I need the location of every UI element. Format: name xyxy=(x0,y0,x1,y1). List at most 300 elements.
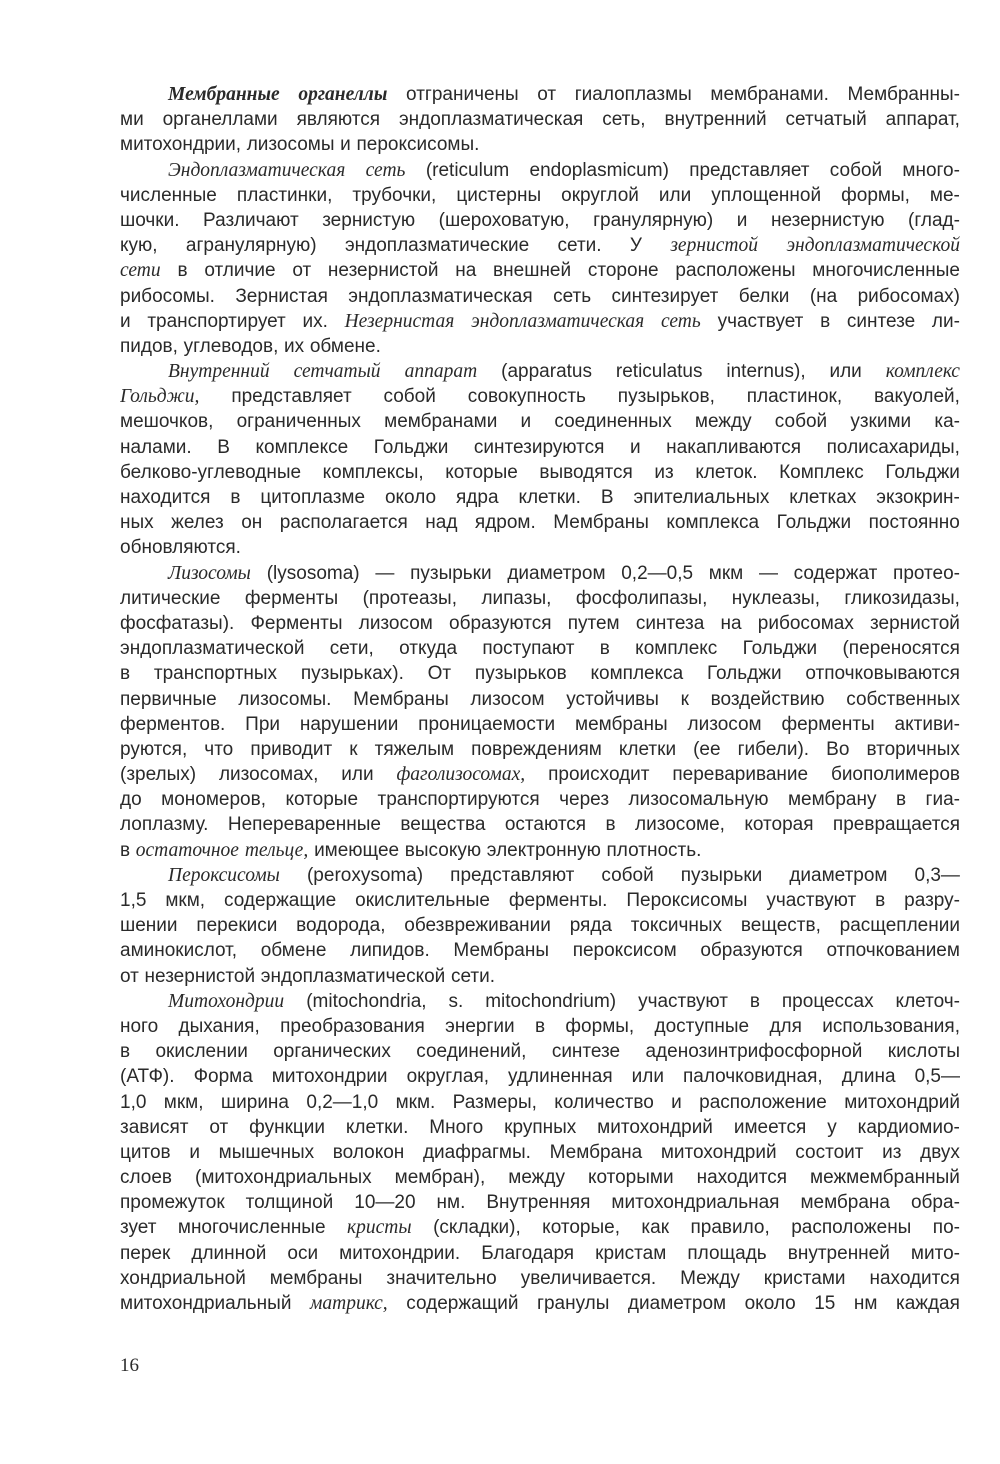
word: синтеза xyxy=(635,612,705,634)
word: высокую xyxy=(404,839,482,861)
text-line xyxy=(120,1266,960,1291)
text-line xyxy=(120,1165,960,1190)
word: вещества xyxy=(400,814,486,836)
word: От xyxy=(427,663,452,685)
word: клетки xyxy=(618,738,677,760)
word: много- xyxy=(902,159,960,181)
text-line xyxy=(120,838,960,863)
word: При xyxy=(245,713,281,735)
word: Гольджи xyxy=(707,663,782,685)
text-line xyxy=(120,938,960,963)
word: которыми xyxy=(587,1167,674,1189)
word: аппарат, xyxy=(885,109,960,131)
word: нм xyxy=(853,1293,878,1314)
word: аденозинтрифосфорной xyxy=(645,1041,863,1063)
word: рибосомы. xyxy=(120,285,215,307)
word: между xyxy=(694,411,752,433)
emphasized-word: Лизосомы xyxy=(168,562,251,584)
word: лизосом xyxy=(358,612,433,634)
word: незернистой xyxy=(327,260,439,282)
word: соединенных xyxy=(554,411,672,433)
word: водорода, xyxy=(296,915,386,937)
word: межмембранный xyxy=(810,1167,960,1189)
word: количество xyxy=(554,1091,654,1113)
word: находится xyxy=(869,1267,960,1289)
word: митохондрии xyxy=(271,1066,388,1088)
word: площадь xyxy=(687,1242,767,1264)
word: и xyxy=(340,134,351,156)
word: и xyxy=(120,310,131,332)
word: удлиненная xyxy=(508,1066,613,1088)
word: содержащий xyxy=(406,1293,519,1314)
word: эндоплазматической xyxy=(120,638,305,660)
word: и xyxy=(520,411,532,433)
text-line xyxy=(120,107,960,132)
word: гликозидазы, xyxy=(844,587,960,609)
emphasized-word: зернистой xyxy=(670,235,758,257)
word: функции xyxy=(249,1116,325,1138)
text-line xyxy=(120,964,960,989)
word: токсичных xyxy=(630,915,723,937)
text-line xyxy=(120,1215,960,1240)
word: синтезируются xyxy=(473,436,605,458)
word: внешней xyxy=(493,260,572,282)
emphasized-word: органеллы xyxy=(298,84,388,105)
emphasized-word: Гольджи, xyxy=(120,386,200,408)
word: углеводов, xyxy=(183,335,279,357)
word: 1,5 xyxy=(120,890,147,911)
word: в xyxy=(749,990,760,1012)
word: клеточ- xyxy=(895,990,960,1012)
word: мембрана xyxy=(800,1192,890,1214)
word: мкм xyxy=(708,562,744,584)
word: митохондрий xyxy=(844,1091,960,1113)
word: (peroxysoma) xyxy=(306,864,424,886)
text-line xyxy=(120,384,960,409)
word: фосфатазы). xyxy=(120,612,235,634)
word: правило, xyxy=(690,1217,770,1239)
word: диаметром xyxy=(627,1293,727,1314)
word: ка- xyxy=(934,411,960,433)
word: находится xyxy=(696,1167,788,1189)
word: представляет xyxy=(231,386,352,408)
word: гиа- xyxy=(925,789,960,811)
word: которые xyxy=(285,789,359,811)
word: мономеров, xyxy=(161,789,266,811)
word: обезвреживании xyxy=(404,915,551,937)
word: 0,2—1,0 xyxy=(306,1091,379,1113)
word: гибели). xyxy=(737,738,810,760)
word: кристами xyxy=(763,1267,846,1289)
word: около xyxy=(744,1293,796,1314)
word: что xyxy=(204,738,234,760)
emphasized-word: сеть xyxy=(365,159,406,181)
emphasized-word: эндоплазматической xyxy=(786,235,960,257)
word: или xyxy=(341,764,374,786)
word: отличие xyxy=(204,260,276,282)
word: крупных xyxy=(504,1116,577,1138)
word: перек xyxy=(120,1242,171,1264)
emphasized-word: Митохондрии xyxy=(168,990,285,1012)
word: над xyxy=(425,512,458,534)
word: собственных xyxy=(846,688,960,710)
word: длина xyxy=(841,1066,896,1088)
word: мембранами xyxy=(384,411,498,433)
word: проницаемости xyxy=(418,713,556,735)
word: волокон xyxy=(332,1141,405,1163)
emphasized-word: остаточное xyxy=(135,839,239,861)
word: литические xyxy=(120,587,221,609)
text-line xyxy=(120,661,960,686)
word: перекиси xyxy=(196,915,278,937)
word: сети. xyxy=(557,235,602,257)
word: 1,0 xyxy=(120,1091,147,1113)
word: многочисленные xyxy=(177,1217,326,1239)
text-line xyxy=(120,1090,960,1115)
word: сеть, xyxy=(602,109,646,131)
word: нарушении xyxy=(299,713,399,735)
text-line xyxy=(120,1039,960,1064)
word: Непереваренные xyxy=(227,814,381,836)
text-line xyxy=(120,334,960,359)
word: mitochondrium) xyxy=(485,990,617,1012)
word: мембран), xyxy=(394,1167,486,1189)
word: зует xyxy=(120,1217,157,1239)
word: между xyxy=(508,1167,565,1189)
word: Много xyxy=(429,1116,484,1138)
word: зернистой xyxy=(870,612,960,634)
emphasized-word: эндоплазматическая xyxy=(471,310,645,332)
word: пузырьки xyxy=(680,864,763,886)
word: округлая, xyxy=(406,1066,490,1088)
word: Между xyxy=(680,1267,740,1289)
word: находится xyxy=(120,487,211,508)
word: Мембрана xyxy=(549,1141,643,1163)
word: процессах xyxy=(781,990,874,1012)
word: многочисленные xyxy=(812,260,960,282)
word: лизосом xyxy=(687,713,762,735)
word: слоев xyxy=(120,1167,173,1189)
word: ферментов. xyxy=(120,713,226,735)
word: увеличивается. xyxy=(520,1267,657,1289)
word: каждая xyxy=(895,1293,960,1314)
word: стороне xyxy=(587,260,659,282)
word: устойчивы xyxy=(566,688,659,710)
word: образуются xyxy=(700,940,803,962)
word: поступают xyxy=(482,638,575,660)
word: участвует xyxy=(717,310,804,332)
word: полисахариды, xyxy=(826,436,960,458)
word: кую, xyxy=(120,235,158,257)
word: от xyxy=(537,84,557,105)
word: тяжелым xyxy=(374,738,455,760)
word: преобразования xyxy=(280,1015,425,1037)
word: диаметром xyxy=(507,562,606,584)
word: лизосомы. xyxy=(238,688,332,710)
word: — xyxy=(758,562,778,584)
word: Мембраны xyxy=(453,940,550,962)
word: (глад- xyxy=(908,209,960,231)
word: мито- xyxy=(910,1242,960,1264)
word: клеток. xyxy=(695,461,758,483)
emphasized-word: Мембранные xyxy=(168,84,280,105)
word: ферменты xyxy=(244,587,339,609)
word: лизосомы xyxy=(246,134,335,156)
word: в xyxy=(177,260,188,282)
word: участвуют xyxy=(766,890,857,911)
word: ядром. xyxy=(474,512,536,534)
word: митохондриальная xyxy=(611,1192,780,1214)
word: плотность. xyxy=(606,839,702,861)
word: вторичных xyxy=(866,738,960,760)
word: ми xyxy=(120,109,144,131)
word: в xyxy=(120,663,131,685)
word: Мембранны- xyxy=(847,84,960,105)
word: откуда xyxy=(399,638,458,660)
word: (mitochondria, xyxy=(306,990,427,1012)
word: протео- xyxy=(893,562,960,584)
word: клетки. xyxy=(518,487,581,508)
word: толщиной xyxy=(245,1192,334,1214)
word: ли- xyxy=(931,310,960,332)
word: нуклеазы, xyxy=(731,587,820,609)
word: приводит xyxy=(250,738,333,760)
word: цитоплазме xyxy=(260,487,366,508)
word: активи- xyxy=(894,713,960,735)
word: энергии xyxy=(445,1015,515,1037)
emphasized-word: кристы xyxy=(346,1217,412,1239)
text-line xyxy=(120,1241,960,1266)
word: совокупность xyxy=(467,386,586,408)
emphasized-word: Внутренний xyxy=(168,361,270,383)
word: Комплекс xyxy=(779,461,864,483)
word: ферменты xyxy=(781,713,875,735)
word: кристам xyxy=(595,1242,667,1264)
word: и xyxy=(189,1141,200,1163)
text-line xyxy=(120,561,960,586)
word: пузырьков xyxy=(474,663,567,685)
word: желез xyxy=(171,512,224,534)
word: лизосомах, xyxy=(218,764,319,786)
text-line xyxy=(120,258,960,283)
word: сети. xyxy=(450,965,495,987)
word: мкм, xyxy=(163,1091,204,1113)
text-line xyxy=(120,611,960,636)
word: которые xyxy=(445,461,518,483)
word: клетки. xyxy=(345,1116,409,1138)
word: превращается xyxy=(832,814,960,836)
word: электронную xyxy=(486,839,601,861)
word: Зернистая xyxy=(235,285,328,307)
word: мкм. xyxy=(395,1091,436,1113)
word: Форма xyxy=(193,1066,253,1088)
word: зернистую xyxy=(322,209,416,231)
word: обра- xyxy=(910,1192,960,1214)
word: собой xyxy=(774,411,828,433)
word: у xyxy=(827,1116,837,1138)
word: шении xyxy=(120,915,178,937)
word: (lysosoma) xyxy=(266,562,360,584)
word: уплощенной xyxy=(711,184,822,206)
emphasized-word: комплекс xyxy=(885,361,960,383)
text-line xyxy=(120,460,960,485)
text-line xyxy=(120,208,960,233)
word: в xyxy=(599,638,610,660)
word: отпочкованием xyxy=(826,940,960,962)
word: около xyxy=(384,487,437,508)
word: и xyxy=(736,209,748,231)
word: комплекса xyxy=(666,512,760,534)
text-line xyxy=(120,636,960,661)
word: оси xyxy=(287,1242,319,1264)
word: пузырьки xyxy=(410,562,492,584)
text-line xyxy=(120,409,960,434)
word: по- xyxy=(932,1217,960,1239)
word: эндоплазматическая xyxy=(398,109,584,131)
word: транспортных xyxy=(153,663,278,685)
text-line xyxy=(120,812,960,837)
text-line xyxy=(120,586,960,611)
text-line xyxy=(120,82,960,107)
word: мышечных xyxy=(218,1141,315,1163)
page-number: 16 xyxy=(120,1355,139,1376)
word: путем xyxy=(567,612,620,634)
word: диафрагмы. xyxy=(422,1141,531,1163)
word: формы, xyxy=(565,1015,635,1037)
text-line xyxy=(120,158,960,183)
word: хондриальной xyxy=(120,1267,246,1289)
word: руются, xyxy=(120,738,188,760)
word: комплекса xyxy=(590,663,684,685)
word: пидов, xyxy=(120,335,178,357)
word: зависят xyxy=(120,1116,189,1138)
word: трубочки, xyxy=(352,184,437,206)
word: имеется xyxy=(733,1116,807,1138)
word: обмене. xyxy=(309,335,381,357)
word: кардиомио- xyxy=(857,1116,960,1138)
word: пузырьках). xyxy=(300,663,404,685)
emphasized-word: Незернистая xyxy=(344,310,455,332)
word: собой xyxy=(383,386,436,408)
text-line xyxy=(120,183,960,208)
word: расположены xyxy=(791,1217,912,1239)
word: незернистой xyxy=(144,965,256,987)
word: Пероксисомы xyxy=(626,890,748,911)
word: (переносятся xyxy=(842,638,960,660)
word: эпителиальных xyxy=(633,487,770,508)
word: их xyxy=(284,335,305,357)
word: мешочков, xyxy=(120,411,214,433)
word: гранулярную) xyxy=(593,209,714,231)
word: У xyxy=(629,235,642,257)
text-line xyxy=(120,989,960,1014)
word: сетчатый xyxy=(785,109,867,131)
word: происходит xyxy=(548,764,650,786)
emphasized-word: сетчатый xyxy=(293,361,381,383)
word: гиалоплазмы xyxy=(574,84,692,105)
word: эндоплазматической xyxy=(260,965,446,987)
word: ряда xyxy=(569,915,612,937)
text-line xyxy=(120,913,960,938)
word: обмене xyxy=(260,940,327,962)
word: (apparatus xyxy=(501,361,592,383)
text-line xyxy=(120,485,960,510)
word: внутренней xyxy=(787,1242,890,1264)
word: округлой xyxy=(561,184,639,206)
word: пузырьков, xyxy=(617,386,715,408)
word: (протеазы, xyxy=(362,587,457,609)
word: в xyxy=(120,1041,131,1063)
word: Размеры, xyxy=(452,1091,537,1113)
word: internus), xyxy=(726,361,806,383)
word: ных xyxy=(120,512,154,534)
word: лизосоме, xyxy=(635,814,725,836)
word: биополимеров xyxy=(830,764,960,786)
word: веществ, xyxy=(740,915,821,937)
word: к xyxy=(680,688,689,710)
word: ферменты. xyxy=(508,890,608,911)
emphasized-word: аппарат xyxy=(404,361,478,383)
word: 10—20 xyxy=(354,1192,416,1214)
word: он xyxy=(241,512,263,534)
word: выводятся xyxy=(539,461,633,483)
text-line xyxy=(120,1064,960,1089)
word: доступные xyxy=(654,1015,750,1037)
word: s. xyxy=(448,990,464,1012)
word: фосфолипазы, xyxy=(575,587,708,609)
word: В xyxy=(217,436,230,458)
word: отпочковываются xyxy=(805,663,960,685)
word: содержат xyxy=(793,562,878,584)
word: синтезе xyxy=(846,310,916,332)
text-line xyxy=(120,535,960,560)
word: на xyxy=(455,260,477,282)
word: лизосомальную xyxy=(628,789,769,811)
word: обновляются. xyxy=(120,537,241,559)
word: к xyxy=(349,738,358,760)
word: состоит xyxy=(795,1141,864,1163)
word: органеллами xyxy=(162,109,278,131)
word: повреждениям xyxy=(471,738,602,760)
word: или xyxy=(658,184,692,206)
word: мембраны xyxy=(575,713,668,735)
word: от xyxy=(120,965,139,987)
word: в xyxy=(534,1015,546,1037)
word: (на xyxy=(809,285,838,307)
word: гранулы xyxy=(537,1293,610,1314)
text-line xyxy=(120,1140,960,1165)
word: — xyxy=(375,562,395,584)
body-text xyxy=(120,82,960,1316)
word: для xyxy=(769,1015,802,1037)
word: сеть xyxy=(553,285,592,307)
word: Гольджи xyxy=(885,461,960,483)
word: численные xyxy=(120,184,217,206)
word: формы, xyxy=(841,184,910,206)
word: мкм, xyxy=(165,890,206,911)
word: шочки. xyxy=(120,209,180,231)
word: диаметром xyxy=(789,864,888,886)
word: Мембраны xyxy=(353,688,449,710)
emphasized-word: Эндоплазматическая xyxy=(168,159,346,181)
word: дыхания, xyxy=(178,1015,260,1037)
word: незернистую xyxy=(770,209,885,231)
emphasized-word: матрикс, xyxy=(309,1293,388,1314)
word: синтезе xyxy=(551,1041,621,1063)
word: комплексы, xyxy=(322,461,424,483)
word: ширина xyxy=(220,1091,289,1113)
word: имеющее xyxy=(314,839,400,861)
